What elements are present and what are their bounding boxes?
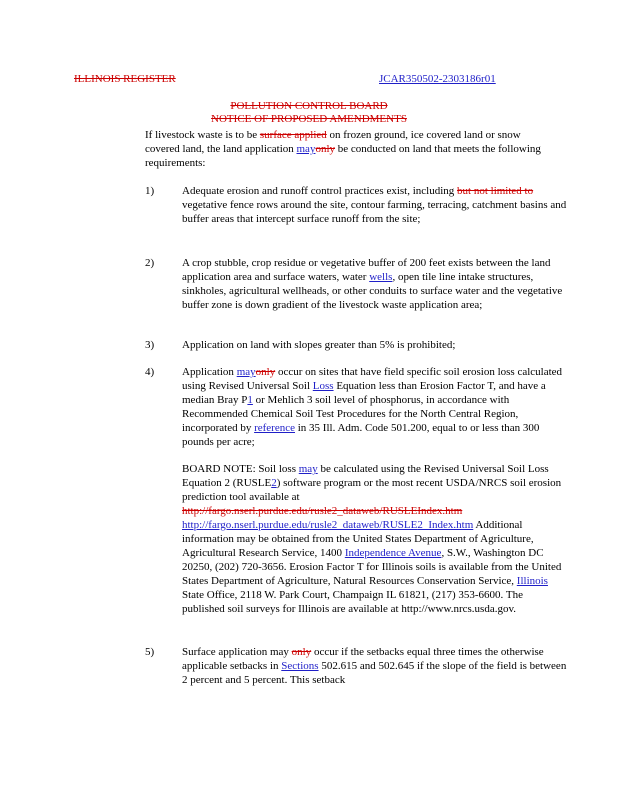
inserted-text: Loss [312, 380, 334, 392]
intro-paragraph: If livestock waste is to be surface applied on frozen ground, ice covered land or snow covered land, the land application mayonly be conducted on land that meets the following requirements: [145, 129, 541, 169]
list-item: Application mayonly occur on sites that have field specific soil erosion loss calculated using Revised Universal Soil Loss Equation less than Erosion Factor T, and have a median Bray P1 or Mehlich 3 soil level of phosphorus, in accordance with Recommended Chemical Soil Test Procedures for the North Central Region, incorporated by reference in 35 Ill. Adm. Code 501.200, equal to or less than 300 pounds per acre; [182, 366, 563, 448]
list-item: Surface application may only occur if the setbacks equal three times the otherwise applicable setbacks in Sections 502.615 and 502.645 if the slope of the field is between 2 percent and 5 percent. This setback [182, 646, 567, 686]
inserted-text: 1 [247, 394, 253, 406]
list-item: Adequate erosion and runoff control practices exist, including but not limited to vegetative fence rows around the site, contour farming, terracing, catchment basins and buffer areas that intercept surface runoff from the site; [182, 185, 567, 225]
item-number: 5) [145, 646, 155, 658]
list-item: A crop stubble, crop residue or vegetative buffer of 200 feet exists between the land application area and surface waters, water wells, open tile line intake structures, sinkholes, agricultural wellheads, or other conduits to surface water and the vegetative buffer zone is down gradient of the livestock waste application area; [182, 257, 563, 311]
inserted-text: wells [369, 271, 393, 283]
inserted-text: reference [254, 422, 295, 434]
board-title: POLLUTION CONTROL BOARD [230, 100, 388, 112]
notice-title: NOTICE OF PROPOSED AMENDMENTS [211, 113, 407, 125]
deleted-text: surface applied [259, 129, 327, 141]
rusle2-url-link[interactable]: http://fargo.nserl.purdue.edu/rusle2_dataweb/RUSLE2_Index.htm [182, 519, 474, 531]
deleted-text: but not limited to [457, 185, 534, 197]
inserted-text: may [236, 366, 256, 378]
jcar-code: JCAR350502-2303186r01 [379, 73, 496, 85]
inserted-text: 2 [271, 477, 277, 489]
inserted-text: may [298, 463, 318, 475]
deleted-url-link[interactable]: http://fargo.nserl.purdue.edu/rusle2_dataweb/RUSLEIndex.htm [182, 505, 463, 517]
deleted-text: only [315, 143, 336, 155]
item-number: 4) [145, 366, 155, 378]
inserted-text: Illinois [516, 575, 548, 587]
item-number: 1) [145, 185, 155, 197]
deleted-text: only [255, 366, 276, 378]
list-item: Application on land with slopes greater than 5% is prohibited; [182, 339, 456, 351]
inserted-text: Sections [281, 660, 319, 672]
board-note: BOARD NOTE: Soil loss may be calculated using the Revised Universal Soil Loss Equation 2 (RUSLE2) software program or the most recent USDA/NRCS soil erosion prediction tool available at http://fargo.nserl.purdue.edu/rusle2_dataweb/RUSLEIndex.htm http://fargo.nserl.purdue.edu/rusle2_dataweb/RUSLE2_Index.htm Additional information may be obtained from the United States Department of Agriculture, Agricultural Research Service, 1400 Independence Avenue, S.W., Washington DC 20250, (202) 720-3656. Erosion Factor T for Illinois soils is available from the United States Department of Agriculture, Natural Resources Conservation Service, Illinois State Office, 2118 W. Park Court, Champaign IL 61821, (217) 353-6600. The published soil surveys for Illinois are available at http://www.nrcs.usda.gov. [182, 463, 562, 615]
inserted-text: Independence Avenue [344, 547, 442, 559]
register-header: ILLINOIS REGISTER [74, 73, 176, 85]
item-number: 3) [145, 339, 155, 351]
deleted-text: only [291, 646, 312, 658]
inserted-text: may [296, 143, 316, 155]
item-number: 2) [145, 257, 155, 269]
